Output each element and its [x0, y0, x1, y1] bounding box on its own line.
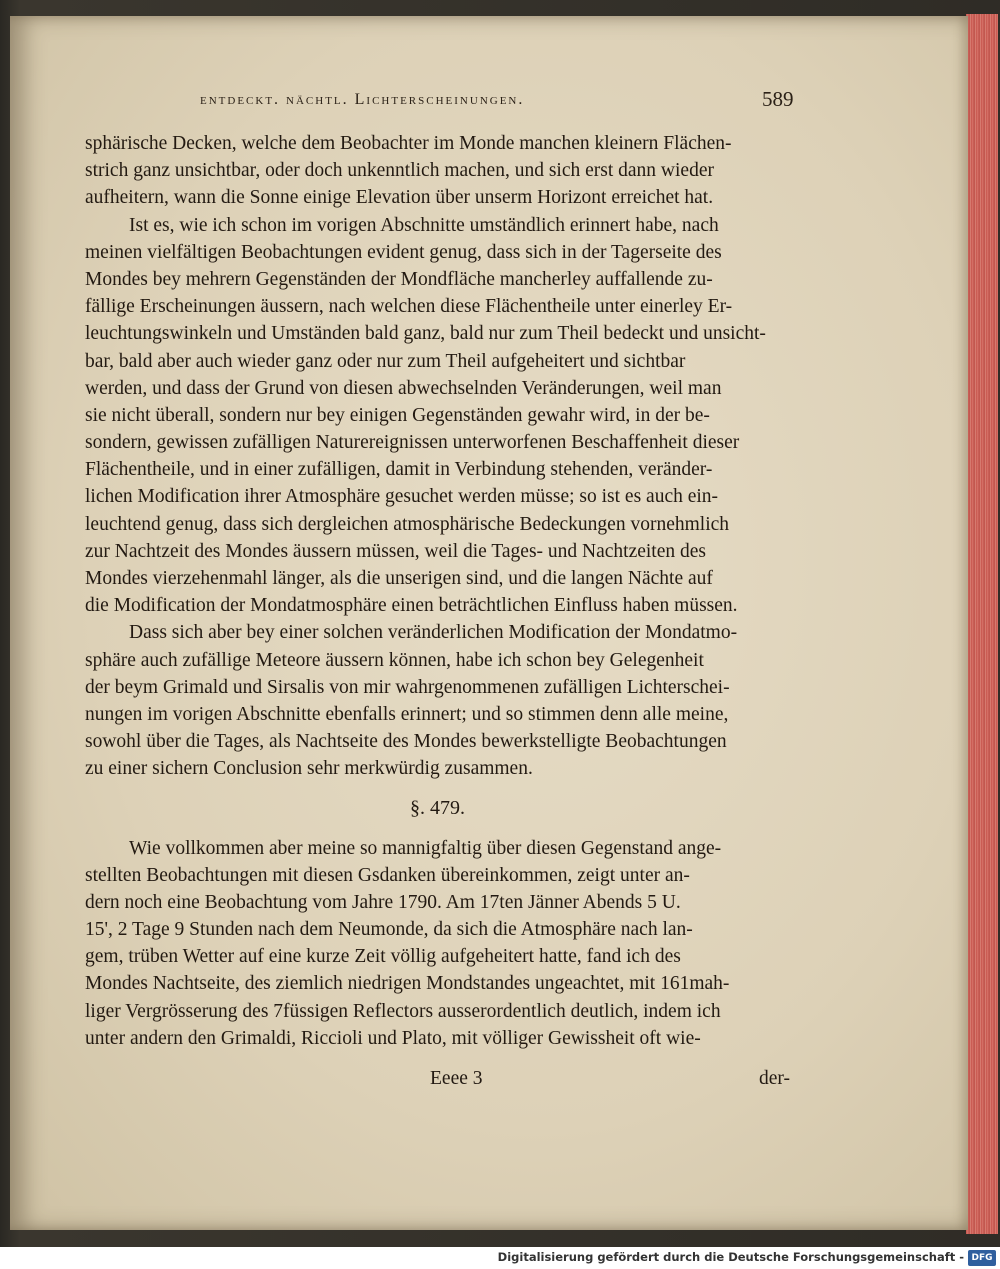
text-line: Wie vollkommen aber meine so mannigfaltig über diesen Gegenstand ange- — [129, 837, 722, 859]
text-line: unter andern den Grimaldi, Riccioli und Plato, mit völliger Gewissheit oft wie- — [85, 1027, 701, 1049]
credit-text: Digitalisierung gefördert durch die Deutsche Forschungsgemeinschaft - — [497, 1250, 964, 1264]
text-line: sie nicht überall, sondern nur bey einigen Gegenständen gewahr wird, in der be- — [85, 404, 710, 426]
text-line: sphäre auch zufällige Meteore äussern können, habe ich schon bey Gelegenheit — [85, 649, 704, 671]
text-line: stellten Beobachtungen mit diesen Gsdanken übereinkommen, zeigt unter an- — [85, 864, 690, 886]
paragraph-1 — [85, 130, 790, 212]
text-line: Mondes bey mehrern Gegenständen der Mondfläche mancherley auffallende zu- — [85, 268, 713, 290]
text-line: Ist es, wie ich schon im vorigen Abschnitte umständlich erinnert habe, nach — [129, 214, 719, 236]
body-text — [85, 130, 790, 1052]
text-line: nungen im vorigen Abschnitte ebenfalls erinnert; und so stimmen denn alle meine, — [85, 703, 729, 725]
paragraph-3 — [85, 619, 790, 782]
signature-mark: Eeee 3 — [430, 1068, 483, 1089]
text-line: sondern, gewissen zufälligen Naturereignissen unterworfenen Beschaffenheit dieser — [85, 432, 740, 454]
catchword: der- — [758, 1068, 790, 1089]
text-line: Mondes Nachtseite, des ziemlich niedrigen Mondstandes ungeachtet, mit 161mah- — [85, 973, 730, 995]
section-number: §. 479. — [410, 796, 465, 819]
page-number: 589 — [762, 87, 794, 111]
credit-bar — [0, 1247, 1000, 1269]
text-line: lichen Modification ihrer Atmosphäre gesuchet werden müsse; so ist es auch ein- — [85, 486, 719, 508]
text-line: liger Vergrösserung des 7füssigen Reflectors ausserordentlich deutlich, indem ich — [85, 1000, 721, 1022]
text-line: dern noch eine Beobachtung vom Jahre 1790. Am 17ten Jänner Abends 5 U. — [85, 891, 681, 913]
page-footer — [85, 1068, 790, 1096]
running-head: entdeckt. nächtl. Lichterscheinungen. — [200, 91, 525, 108]
text-line: 15', 2 Tage 9 Stunden nach dem Neumonde, da sich die Atmosphäre nach lan- — [85, 919, 693, 941]
text-line: Dass sich aber bey einer solchen veränderlichen Modification der Mondatmo- — [129, 622, 738, 644]
paragraph-4 — [85, 835, 790, 1053]
text-line: die Modification der Mondatmosphäre einen beträchtlichen Einfluss haben müssen. — [85, 595, 738, 617]
book-page — [10, 16, 968, 1230]
text-line: zur Nachtzeit des Mondes äussern müssen, weil die Tages- und Nachtzeiten des — [85, 540, 707, 562]
dfg-logo-icon: DFG — [968, 1250, 996, 1266]
text-line: Flächentheile, und in einer zufälligen, damit in Verbindung stehenden, veränder- — [85, 459, 713, 481]
page-edges — [966, 14, 998, 1234]
text-line: leuchtungswinkeln und Umständen bald ganz, bald nur zum Theil bedeckt und unsicht- — [85, 323, 766, 345]
text-line: meinen vielfältigen Beobachtungen evident genug, dass sich in der Tagerseite des — [85, 241, 722, 263]
text-line: fällige Erscheinungen äussern, nach welchen diese Flächentheile unter einerley Er- — [85, 296, 733, 318]
text-line: zu einer sichern Conclusion sehr merkwürdig zusammen. — [85, 758, 533, 780]
text-line: strich ganz unsichtbar, oder doch unkenntlich machen, und sich erst dann wieder — [85, 160, 714, 182]
text-line: aufheitern, wann die Sonne einige Elevation über unserm Horizont erreichet hat. — [85, 187, 714, 209]
text-line: Mondes vierzehenmahl länger, als die unserigen sind, und die langen Nächte auf — [85, 568, 713, 589]
paragraph-2 — [85, 212, 790, 620]
text-line: gem, trüben Wetter auf eine kurze Zeit völlig aufgeheitert hatte, fand ich des — [85, 946, 681, 968]
text-line: leuchtend genug, dass sich dergleichen atmosphärische Bedeckungen vornehmlich — [85, 513, 730, 535]
page-header — [10, 87, 968, 119]
text-line: sowohl über die Tages, als Nachtseite des Mondes bewerkstelligte Beobachtungen — [85, 731, 727, 753]
text-line: bar, bald aber auch wieder ganz oder nur zum Theil aufgeheitert und sichtbar — [85, 350, 686, 372]
text-line: sphärische Decken, welche dem Beobachter im Monde manchen kleinern Flächen- — [85, 133, 732, 154]
text-line: der beym Grimald und Sirsalis von mir wahrgenommenen zufälligen Lichterschei- — [85, 676, 730, 698]
text-line: werden, und dass der Grund von diesen abwechselnden Veränderungen, weil man — [85, 377, 722, 399]
